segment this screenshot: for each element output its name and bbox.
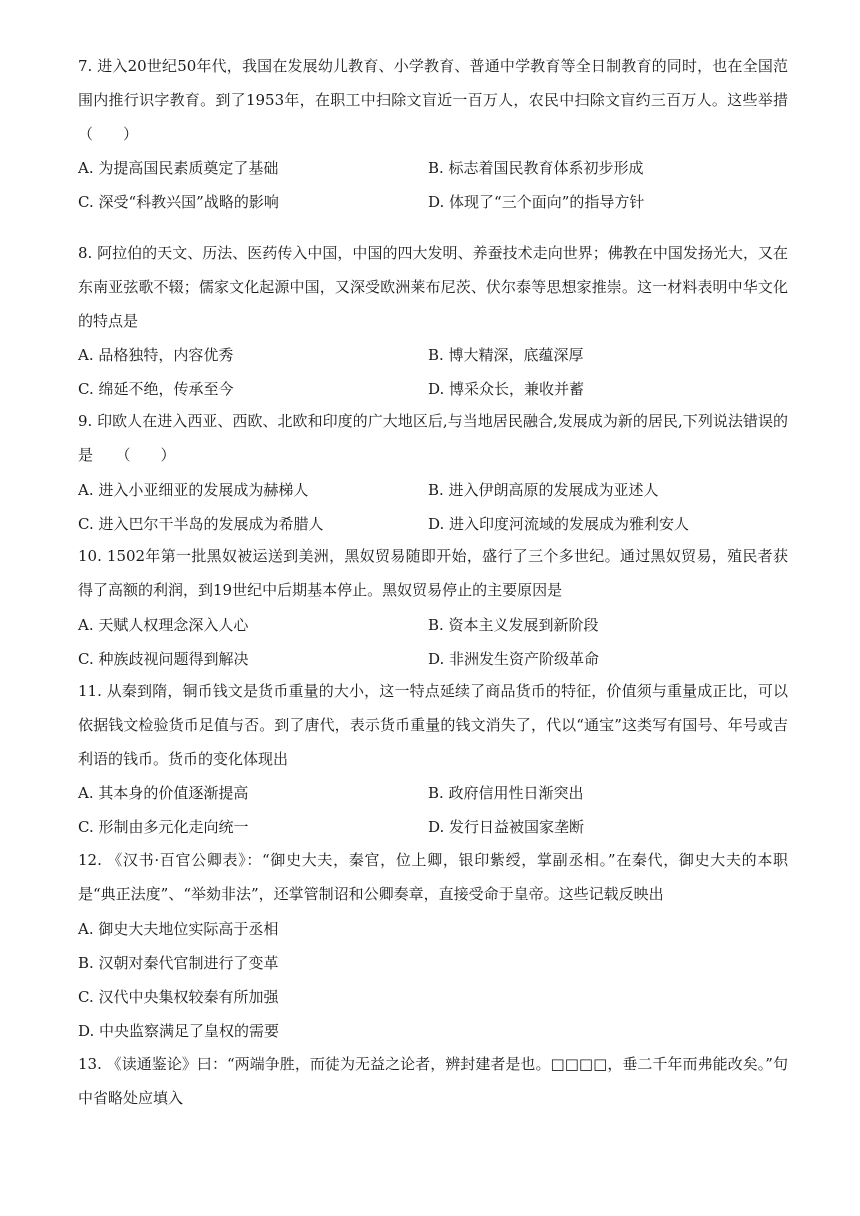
option-a[interactable]: A. 为提高国民素质奠定了基础: [78, 159, 279, 178]
question-stem: 11. 从秦到隋，铜币钱文是货币重量的大小，这一特点延续了商品货币的特征，价值须与重量成正比，可以依据钱文检验货币足值与否。到了唐代，表示货币重量的钱文消失了，代以“通宝”这类写有国号、年号或吉利语的钱币。货币的变化体现出: [78, 682, 788, 768]
options-grid: [78, 338, 788, 406]
option-b[interactable]: B. 政府信用性日渐突出: [428, 784, 584, 803]
options-grid: [78, 473, 788, 541]
option-a[interactable]: A. 品格独特，内容优秀: [78, 346, 234, 365]
option-b[interactable]: B. 标志着国民教育体系初步形成: [428, 159, 644, 178]
option-b[interactable]: B. 博大精深，底蕴深厚: [428, 346, 584, 365]
option-c[interactable]: C. 形制由多元化走向统一: [78, 818, 249, 837]
question-stem: 7. 进入20世纪50年代，我国在发展幼儿教育、小学教育、普通中学教育等全日制教育的同时，也在全国范围内推行识字教育。到了1953年，在职工中扫除文盲近一百万人，农民中扫除文盲约三百万人。这些举措（ ）: [78, 57, 788, 143]
option-d[interactable]: D. 博采众长，兼收并蓄: [428, 380, 585, 399]
option-a[interactable]: A. 其本身的价值逐渐提高: [78, 784, 249, 803]
option-c[interactable]: C. 绵延不绝，传承至今: [78, 380, 234, 399]
option-c[interactable]: C. 进入巴尔干半岛的发展成为希腊人: [78, 514, 324, 533]
option-d[interactable]: D. 非洲发生资产阶级革命: [428, 649, 600, 668]
options-grid: [78, 151, 788, 219]
option-a[interactable]: A. 进入小亚细亚的发展成为赫梯人: [78, 480, 309, 499]
question-11: [78, 675, 788, 844]
option-d[interactable]: D. 体现了“三个面向”的指导方针: [428, 193, 645, 212]
option-b[interactable]: B. 进入伊朗高原的发展成为亚述人: [428, 480, 659, 499]
question-stem: 9. 印欧人在进入西亚、西欧、北欧和印度的广大地区后,与当地居民融合,发展成为新的居民,下列说法错误的是 （ ）: [78, 412, 788, 464]
question-stem: 8. 阿拉伯的天文、历法、医药传入中国，中国的四大发明、养蚕技术走向世界；佛教在中国发扬光大，又在东南亚弦歌不辍；儒家文化起源中国，又深受欧洲莱布尼茨、伏尔泰等思想家推崇。这一材料表明中华文化的特点是: [78, 244, 788, 330]
question-13: [78, 1048, 788, 1116]
question-stem: 13. 《读通鉴论》曰：“两端争胜，而徒为无益之论者，辨封建者是也。□□□□，垂二千年而弗能改矣。”句中省略处应填入: [78, 1055, 788, 1107]
option-d[interactable]: D. 中央监察满足了皇权的需要: [78, 1021, 280, 1040]
question-stem: 10. 1502年第一批黑奴被运送到美洲，黑奴贸易随即开始，盛行了三个多世纪。通过黑奴贸易，殖民者获得了高额的利润，到19世纪中后期基本停止。黑奴贸易停止的主要原因是: [78, 547, 788, 599]
option-b[interactable]: B. 汉朝对秦代官制进行了变革: [78, 953, 279, 972]
option-c[interactable]: C. 汉代中央集权较秦有所加强: [78, 987, 279, 1006]
option-d[interactable]: D. 发行日益被国家垄断: [428, 818, 585, 837]
options-grid: [78, 608, 788, 676]
options-grid: [78, 776, 788, 844]
option-c[interactable]: C. 深受“科教兴国”战略的影响: [78, 193, 279, 212]
options-list: [78, 912, 788, 1048]
option-a[interactable]: A. 天赋人权理念深入人心: [78, 615, 249, 634]
question-12: [78, 844, 788, 1048]
question-10: [78, 540, 788, 676]
question-7: [78, 50, 788, 219]
option-d[interactable]: D. 进入印度河流域的发展成为雅利安人: [428, 514, 690, 533]
question-9: [78, 405, 788, 541]
option-b[interactable]: B. 资本主义发展到新阶段: [428, 615, 599, 634]
option-a[interactable]: A. 御史大夫地位实际高于丞相: [78, 919, 279, 938]
question-stem: 12. 《汉书·百官公卿表》：“御史大夫，秦官，位上卿，银印紫绶，掌副丞相。”在秦代，御史大夫的本职是“典正法度”、“举劾非法”，还掌管制诏和公卿奏章，直接受命于皇帝。这些记载反映出: [78, 851, 788, 903]
option-c[interactable]: C. 种族歧视问题得到解决: [78, 649, 249, 668]
question-8: [78, 237, 788, 406]
